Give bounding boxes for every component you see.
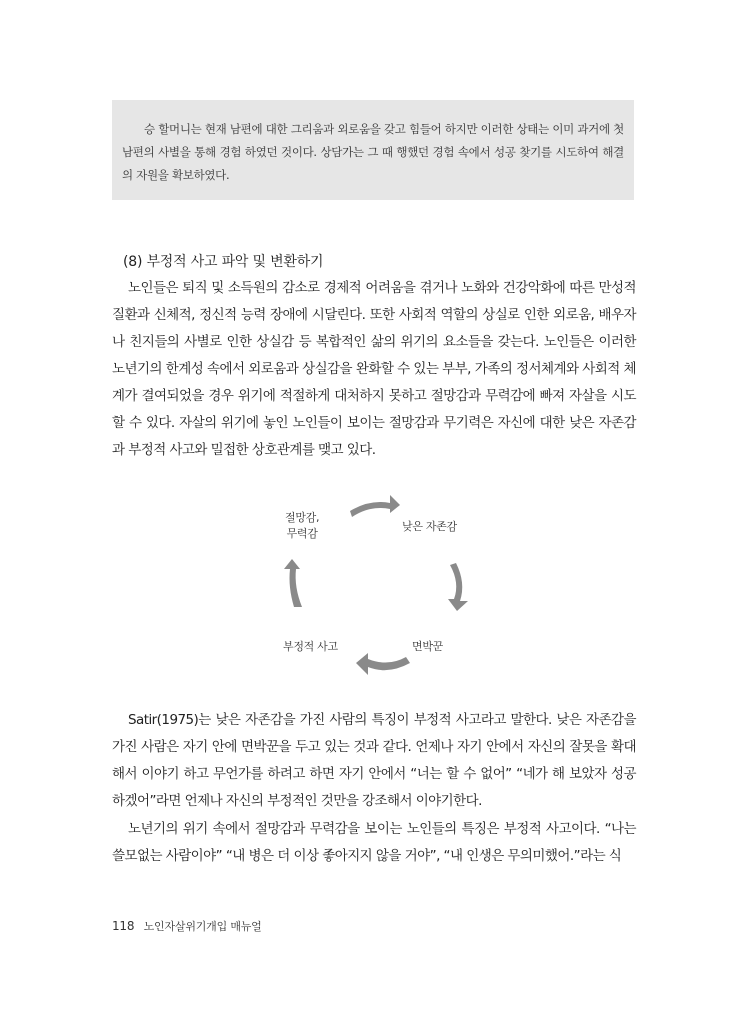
footer-title: 노인자살위기개입 매뉴얼 — [143, 920, 262, 933]
body-paragraph-1-text: 노인들은 퇴직 및 소득원의 감소로 경제적 어려움을 겪거나 노화와 건강악화에 따른 만성적 질환과 신체적, 정신적 능력 장애에 시달린다. 또한 사회적 역할의 상실로 인한 외로움, 배우자나 친지들의 사별로 인한 상실감 등 복합적인 삶의 위기의 요소들을 갖는다. 노인들은 이러한 노년기의 한계성 속에서 외로움과 상실감을 완화할 수 있는 부부, 가족의 정서체계와 사회적 체계가 결여되었을 경우 위기에 적절하게 대처하지 못하고 절망감과 무력감에 빠져 자살을 시도 할 수 있다. 자살의 위기에 놓인 노인들이 보이는 절망감과 무기력은 자신에 대한 낮은 자존감과 부정적 사고와 밀접한 상호관계를 맺고 있다. — [112, 280, 636, 458]
page-number: 118 — [112, 919, 135, 933]
page-footer — [112, 918, 262, 934]
node-negative-thinking: 부정적 사고 — [283, 640, 338, 653]
case-example-text: 승 할머니는 현재 남편에 대한 그리움과 외로움을 갖고 힘들어 하지만 이러한 상태는 이미 과거에 첫 남편의 사별을 통해 경험 하였던 것이다. 상담가는 그 때 행했던 경험 속에서 성공 찾기를 시도하여 해결의 자원을 확보하였다. — [122, 122, 624, 182]
case-example-box — [112, 100, 634, 200]
node-critic: 면박꾼 — [412, 640, 443, 653]
arrow-bottom-shape — [356, 653, 410, 675]
arrow-top-icon — [260, 485, 500, 685]
section-heading: (8) 부정적 사고 파악 및 변환하기 — [123, 254, 324, 270]
body-paragraph-3 — [112, 816, 636, 870]
node-despair-line1: 절망감, — [285, 511, 320, 524]
body-paragraph-2-text: Satir(1975)는 낮은 자존감을 가진 사람의 특징이 부정적 사고라고 말한다. 낮은 자존감을 가진 사람은 자기 안에 면박꾼을 두고 있는 것과 같다. 언제나 자기 안에서 자신의 잘못을 확대해서 이야기 하고 무언가를 하려고 하면 자기 안에서 “너는 할 수 없어” “네가 해 보았자 성공하겠어”라면 언제나 자신의 부정적인 것만을 강조해서 이야기한다. — [112, 712, 636, 809]
negative-thinking-cycle-diagram — [260, 485, 500, 685]
node-despair-line2: 무력감 — [286, 527, 318, 540]
arrow-right-shape — [448, 563, 468, 611]
arrow-top-shape — [350, 495, 400, 517]
body-paragraph-1 — [112, 275, 636, 464]
body-paragraph-2 — [112, 707, 636, 815]
arrow-left-shape — [284, 559, 302, 607]
node-low-self-esteem: 낮은 자존감 — [402, 520, 457, 533]
body-paragraph-3-text: 노년기의 위기 속에서 절망감과 무력감을 보이는 노인들의 특징은 부정적 사고이다. “나는 쓸모없는 사람이야” “내 병은 더 이상 좋아지지 않을 거야”, “내 인생은 무의미했어.”라는 식 — [112, 821, 636, 864]
